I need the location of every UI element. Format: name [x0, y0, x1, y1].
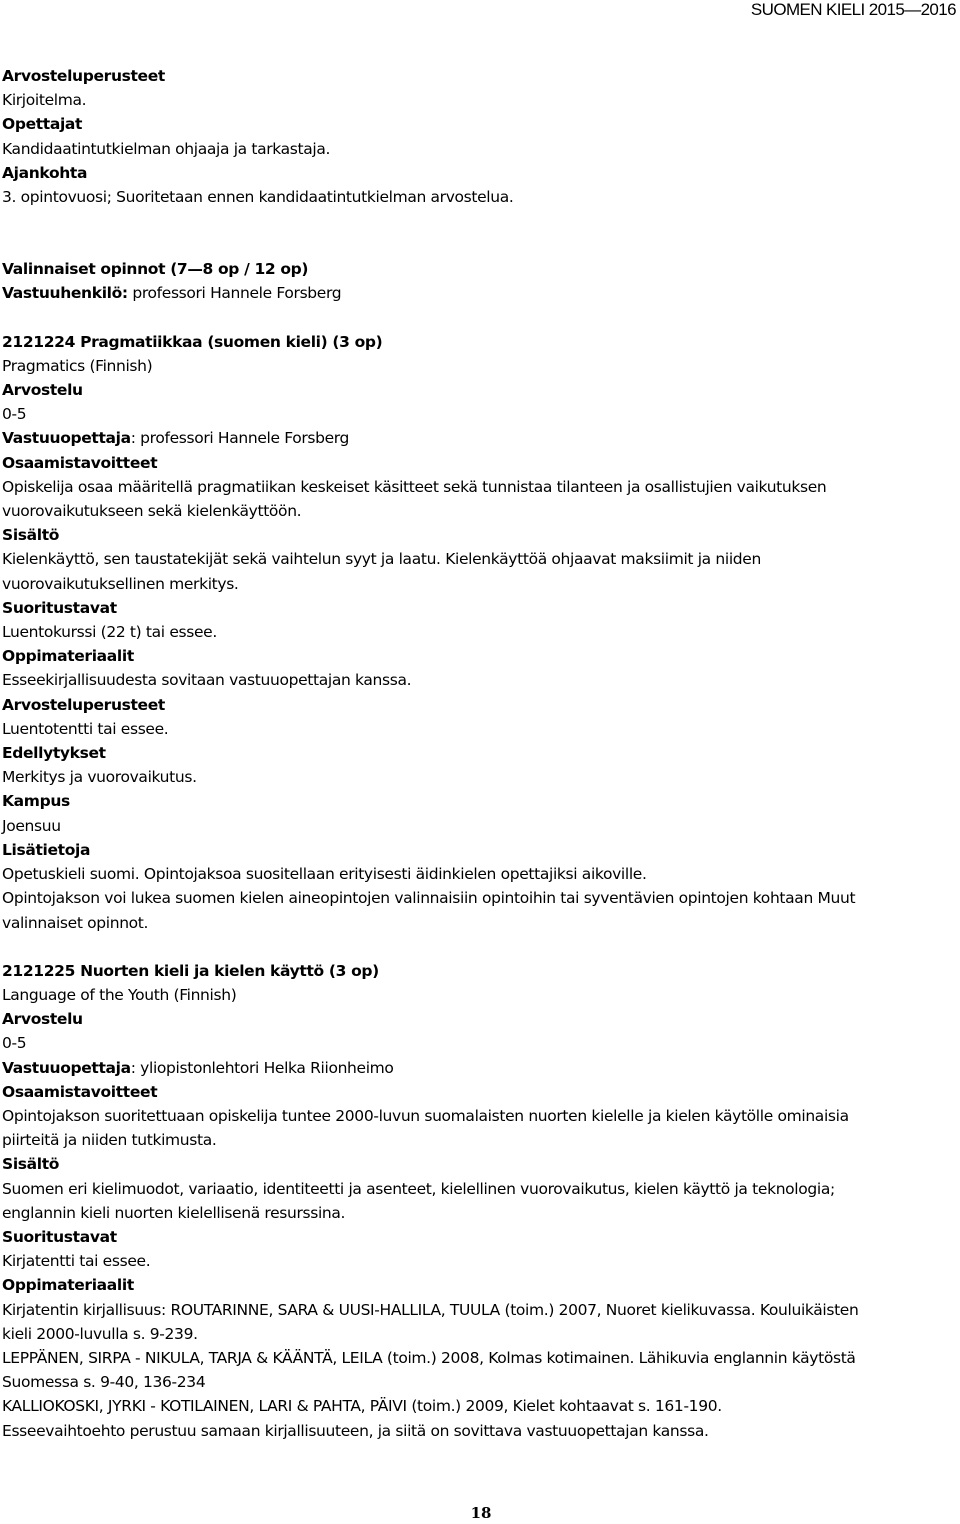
section-heading: Oppimateriaalit — [2, 1276, 134, 1295]
text-line: englannin kieli nuorten kielellisenä resurssina. — [2, 1203, 346, 1222]
responsible-label: Vastuuhenkilö: — [2, 284, 128, 303]
text-line: Kirjatentin kirjallisuus: ROUTARINNE, SARA & UUSI-HALLILA, TUULA (toim.) 2007, Nuoret kielikuvassa. Kouluikäisten — [2, 1300, 859, 1319]
section-heading: Sisältö — [2, 1155, 60, 1174]
section-heading: Edellytykset — [2, 744, 106, 763]
intro-section — [2, 64, 952, 209]
grading-label: Arvostelu — [2, 1010, 83, 1029]
text-line: vuorovaikutuksellinen merkitys. — [2, 574, 239, 593]
text-line: vuorovaikutukseen sekä kielenkäyttöön. — [2, 502, 302, 521]
teacher-label: Vastuuopettaja — [2, 1058, 131, 1077]
intro-line: Arvosteluperusteet — [2, 67, 165, 85]
course-teacher — [2, 1056, 952, 1080]
course-subtitle: Pragmatics (Finnish) — [2, 356, 153, 375]
text-line: Luentotentti tai essee. — [2, 719, 169, 738]
intro-line: Kandidaatintutkielman ohjaaja ja tarkastaja. — [2, 139, 331, 158]
text-line: Opintojakson voi lukea suomen kielen aineopintojen valinnaisiin opintoihin tai syventävien opintojen kohtaan Muut — [2, 889, 856, 908]
text-line: KALLIOKOSKI, JYRKI - KOTILAINEN, LARI & PAHTA, PÄIVI (toim.) 2009, Kielet kohtaavat s. 161-190. — [2, 1397, 722, 1416]
electives-title: Valinnaiset opinnot (7—8 op / 12 op) — [2, 260, 309, 279]
text-line: Opintojakson suoritettuaan opiskelija tuntee 2000-luvun suomalaisten nuorten kielelle ja kielen käytölle ominaisia — [2, 1106, 849, 1125]
course-2121225 — [2, 959, 952, 1443]
intro-line: Opettajat — [2, 115, 83, 134]
section-heading: Sisältö — [2, 526, 60, 545]
text-line: Suomessa s. 9-40, 136-234 — [2, 1373, 206, 1392]
section-heading: Osaamistavoitteet — [2, 1082, 158, 1101]
grading-value: 0-5 — [2, 405, 27, 424]
course-details — [2, 1080, 952, 1443]
course-details — [2, 451, 952, 935]
section-heading: Oppimateriaalit — [2, 647, 134, 666]
intro-line: Ajankohta — [2, 163, 88, 182]
section-gap — [2, 935, 952, 959]
text-line: Suomen eri kielimuodot, variaatio, identiteetti ja asenteet, kielellinen vuorovaikutus, kielen käyttö ja teknologia; — [2, 1179, 835, 1198]
text-line: Joensuu — [2, 816, 61, 835]
section-heading: Suoritustavat — [2, 598, 117, 617]
section-heading: Lisätietoja — [2, 840, 91, 859]
responsible-value: professori Hannele Forsberg — [127, 284, 342, 303]
section-heading: Suoritustavat — [2, 1227, 117, 1246]
section-heading: Kampus — [2, 792, 70, 811]
intro-line: Kirjoitelma. — [2, 91, 87, 110]
course-teacher — [2, 426, 952, 450]
text-line: LEPPÄNEN, SIRPA - NIKULA, TARJA & KÄÄNTÄ, LEILA (toim.) 2008, Kolmas kotimainen. Lähikuvia englannin käytöstä — [2, 1348, 856, 1367]
grading-value: 0-5 — [2, 1034, 27, 1053]
text-line: Esseevaihtoehto perustuu samaan kirjallisuuteen, ja siitä on sovittava vastuuopettajan kanssa. — [2, 1421, 709, 1440]
text-line: Esseekirjallisuudesta sovitaan vastuuopettajan kanssa. — [2, 671, 412, 690]
running-header: SUOMEN KIELI 2015—2016 — [750, 0, 956, 19]
course-title: 2121224 Pragmatiikkaa (suomen kieli) (3 op) — [2, 332, 383, 351]
text-line: Kirjatentti tai essee. — [2, 1252, 151, 1271]
page-footer — [0, 1502, 960, 1524]
section-heading: Osaamistavoitteet — [2, 453, 158, 472]
text-line: Kielenkäyttö, sen taustatekijät sekä vaihtelun syyt ja laatu. Kielenkäyttöä ohjaavat maksiimit ja niiden — [2, 550, 761, 569]
teacher-label: Vastuuopettaja — [2, 429, 131, 448]
section-heading: Arvosteluperusteet — [2, 695, 165, 714]
grading-label: Arvostelu — [2, 381, 83, 400]
text-line: Opiskelija osaa määritellä pragmatiikan keskeiset käsitteet sekä tunnistaa tilanteen ja osallistujien vaikutuksen — [2, 477, 827, 496]
intro-line: 3. opintovuosi; Suoritetaan ennen kandidaatintutkielman arvostelua. — [2, 188, 514, 207]
course-title: 2121225 Nuorten kieli ja kielen käyttö (3 op) — [2, 961, 379, 980]
text-line: piirteitä ja niiden tutkimusta. — [2, 1131, 217, 1150]
course-subtitle: Language of the Youth (Finnish) — [2, 985, 237, 1004]
section-gap — [2, 209, 952, 257]
electives-section — [2, 257, 952, 305]
text-line: Opetuskieli suomi. Opintojaksoa suositellaan erityisesti äidinkielen opettajiksi aikoville. — [2, 865, 647, 884]
teacher-value: : yliopistonlehtori Helka Riionheimo — [130, 1058, 394, 1077]
text-line: kieli 2000-luvulla s. 9-239. — [2, 1324, 198, 1343]
teacher-value: : professori Hannele Forsberg — [130, 429, 350, 448]
course-2121224 — [2, 330, 952, 935]
text-line: Luentokurssi (22 t) tai essee. — [2, 623, 217, 642]
text-line: valinnaiset opinnot. — [2, 913, 149, 932]
text-line: Merkitys ja vuorovaikutus. — [2, 768, 197, 787]
section-gap — [2, 306, 952, 330]
document-body — [2, 64, 952, 1443]
page-number: 18 — [470, 1504, 492, 1522]
electives-responsible — [2, 281, 952, 305]
